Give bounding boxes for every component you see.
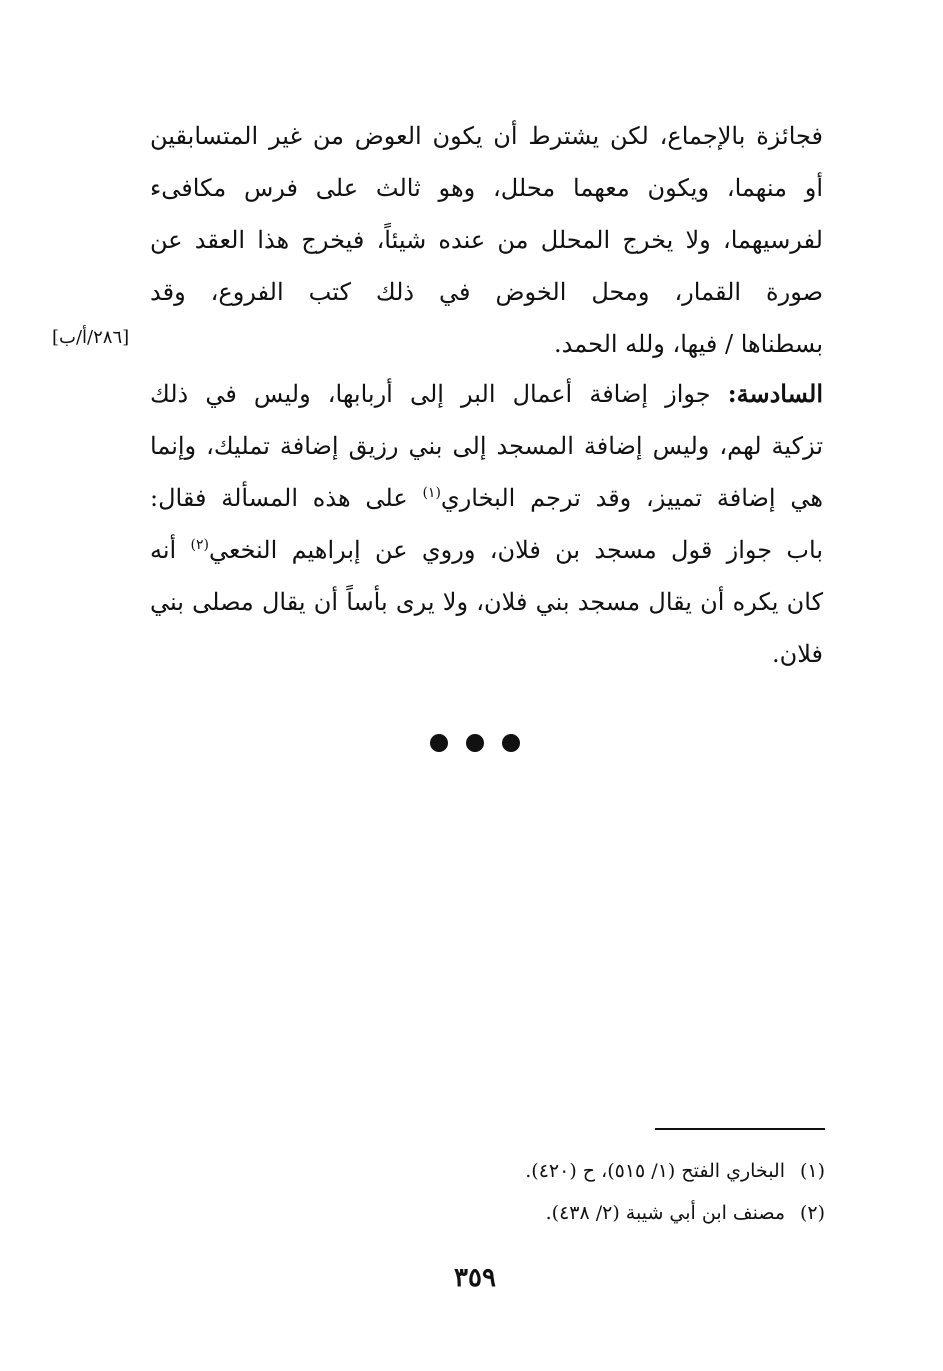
footnote-ref-1: (١) (422, 485, 441, 501)
paragraph-2-line-1 (150, 368, 823, 420)
section-heading: السادسة: (727, 379, 823, 408)
footnote-1 (420, 1150, 825, 1192)
footnotes (420, 1150, 825, 1234)
paragraph-1 (150, 110, 823, 370)
footnote-2-number: (٢) (799, 1202, 825, 1224)
footnote-2 (420, 1192, 825, 1234)
paragraph-2-line-1-text: جواز إضافة أعمال البر إلى أربابها، وليس في ذلك (150, 380, 728, 408)
paragraph-2-line-4-text-b: أنه (150, 536, 191, 564)
paragraph-1-line-1: فجائزة بالإجماع، لكن يشترط أن يكون العوض من غير المتسابقين (150, 122, 823, 150)
paragraph-2-line-3-text-a: هي إضافة تمييز، وقد ترجم البخاري (440, 484, 823, 512)
paragraph-1-line-2: أو منهما، ويكون معهما محلل، وهو ثالث على فرس مكافىء (150, 174, 823, 202)
footnote-1-text: البخاري الفتح (١/ ٥١٥)، ح (٤٢٠). (525, 1160, 785, 1182)
paragraph-1-line-4: صورة القمار، ومحل الخوض في ذلك كتب الفروع، وقد (150, 278, 823, 306)
paragraph-2-line-3 (150, 472, 823, 524)
paragraph-2-line-3-text-b: على هذه المسألة فقال: (150, 484, 423, 512)
separator-dot (466, 734, 484, 752)
footnote-2-text: مصنف ابن أبي شيبة (٢/ ٤٣٨). (545, 1202, 785, 1224)
paragraph-2-line-4-text-a: باب جواز قول مسجد بن فلان، وروي عن إبراهيم النخعي (208, 536, 824, 564)
separator-dot (430, 734, 448, 752)
footnote-ref-2: (٢) (190, 537, 209, 553)
paragraph-1-line-3: لفرسيهما، ولا يخرج المحلل من عنده شيئاً، فيخرج هذا العقد عن (150, 226, 823, 254)
paragraph-2-line-2: تزكية لهم، وليس إضافة المسجد إلى بني رزيق إضافة تمليك، وإنما (150, 432, 823, 460)
page-number: ٣٥٩ (454, 1263, 496, 1293)
paragraph-2-line-5: كان يكره أن يقال مسجد بني فلان، ولا يرى بأساً أن يقال مصلى بني (150, 588, 823, 616)
paragraph-2 (150, 368, 823, 680)
footnote-1-number: (١) (799, 1160, 825, 1182)
paragraph-2-line-4 (150, 524, 823, 576)
paragraph-1-line-5: بسطناها / فيها، ولله الحمد. (553, 330, 823, 358)
section-separator-dots (425, 734, 525, 754)
manuscript-folio-marker: [٢٨٦/أ/ب] (52, 327, 130, 348)
separator-dot (502, 734, 520, 752)
paragraph-2-line-6: فلان. (771, 640, 823, 668)
footnote-divider (655, 1128, 825, 1130)
